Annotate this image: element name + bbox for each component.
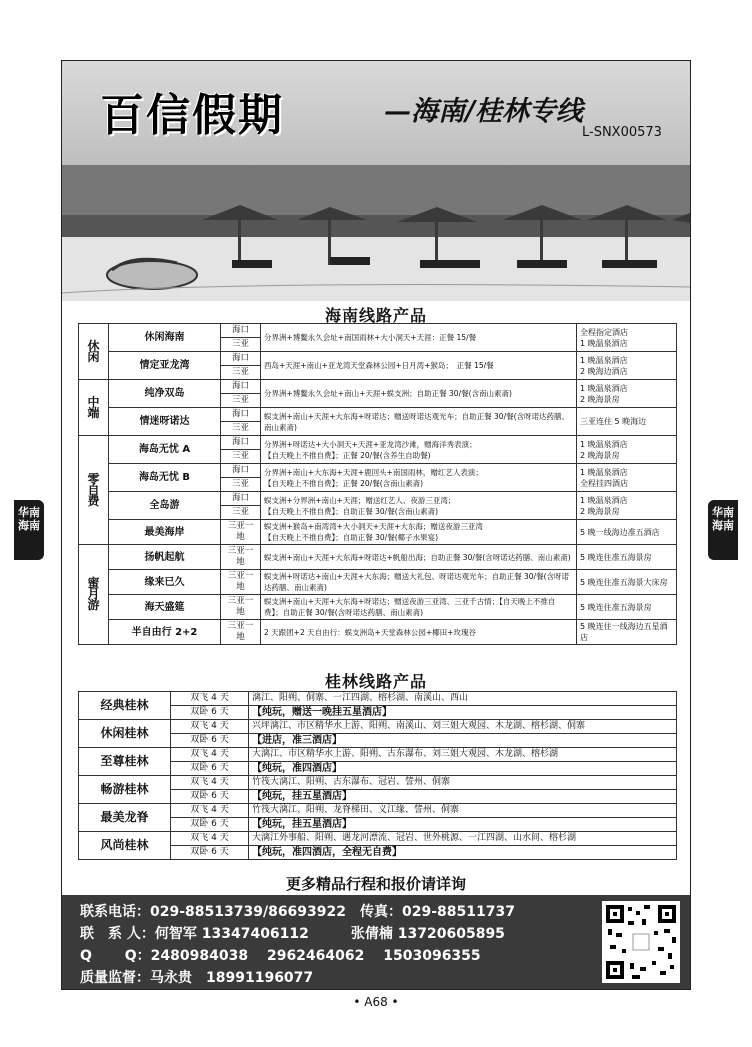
table-row — [79, 520, 677, 545]
hotel-cell: 5 晚连住准五海景房 — [577, 545, 677, 570]
hotel-cell: 5 晚连住准五海景大床房 — [577, 570, 677, 595]
city-cell: 三亚 — [221, 506, 261, 520]
route-cell: 分界洲+博鳌永久会址+南国雨林+大小洞天+天涯：正餐 15/餐 — [261, 324, 577, 352]
hotel-cell: 三亚连住 5 晚海边 — [577, 408, 677, 436]
product-name: 海岛无忧 A — [109, 436, 221, 464]
hainan-section-title: 海南线路产品 — [324, 306, 427, 325]
hotel-cell: 1 晚温泉酒店 全程挂四酒店 — [577, 464, 677, 492]
days-cell: 双飞 4 天 — [171, 692, 249, 706]
guilin-section-title: 桂林线路产品 — [324, 672, 427, 691]
days-cell: 双飞 4 天 — [171, 748, 249, 762]
table-row — [79, 492, 677, 506]
city-cell: 三亚一地 — [221, 620, 261, 645]
category-cell: 蜜月游 — [79, 545, 109, 645]
product-name: 半自由行 2+2 — [109, 620, 221, 645]
table-row — [79, 832, 677, 846]
product-name: 纯净双岛 — [109, 380, 221, 408]
city-cell: 三亚 — [221, 478, 261, 492]
more-info-heading: 更多精品行程和报价请详询 — [285, 875, 466, 893]
guilin-note: 【纯玩，挂五星酒店】 — [249, 818, 677, 832]
guilin-route: 漓江、阳朔、侗寨、一江四湖、榕杉湖、南溪山、西山 — [249, 692, 677, 706]
days-cell: 双卧 6 天 — [171, 706, 249, 720]
route-cell: 西岛+天涯+南山+亚龙湾天堂森林公园+日月湾+猴岛； 正餐 15/餐 — [261, 352, 577, 380]
qr-code[interactable] — [602, 901, 680, 983]
table-row — [79, 620, 677, 645]
days-cell: 双飞 4 天 — [171, 720, 249, 734]
product-name: 海岛无忧 B — [109, 464, 221, 492]
contact-qq: Q Q：2480984038 2962464062 1503096355 — [80, 948, 481, 964]
guilin-products-table — [78, 691, 677, 860]
route-cell: 蜈支洲+呀诺达+南山+天涯+大东海；赠送大礼包、呀诺达观光车；自助正餐 30/餐(含呀诺达药膳、南山素斋) — [261, 570, 577, 595]
route-cell: 蜈支洲+南山+天涯+大东海+呀诺达+帆船出海；自助正餐 30/餐(含呀诺达药膳、南山素斋) — [261, 545, 577, 570]
city-cell: 三亚 — [221, 366, 261, 380]
city-cell: 海口 — [221, 464, 261, 478]
contact-phone: 联系电话：029-88513739/86693922 传真：029-88511737 — [80, 904, 515, 920]
table-row — [79, 408, 677, 422]
guilin-product-name: 畅游桂林 — [79, 776, 171, 804]
table-row — [79, 545, 677, 570]
guilin-route: 竹筏大漓江、阳朔、龙脊梯田、义江缘、訾州、侗寨 — [249, 804, 677, 818]
guilin-product-name: 休闲桂林 — [79, 720, 171, 748]
city-cell: 三亚一地 — [221, 520, 261, 545]
city-cell: 三亚 — [221, 450, 261, 464]
product-code: L-SNX00573 — [582, 125, 662, 140]
contact-supervise: 质量监督：马永贵 18991196077 — [80, 970, 314, 986]
hotel-cell: 5 晚连住准五海景房 — [577, 595, 677, 620]
product-name: 缘来已久 — [109, 570, 221, 595]
route-cell: 蜈支洲+南山+天涯+大东海+呀诺达；赠送呀诺达观光车；自助正餐 30/餐(含呀诺达药膳、南山素斋) — [261, 408, 577, 436]
beach-illustration — [62, 165, 690, 301]
city-cell: 海口 — [221, 436, 261, 450]
hotel-cell: 1 晚温泉酒店 2 晚海景房 — [577, 436, 677, 464]
table-row — [79, 720, 677, 734]
city-cell: 三亚一地 — [221, 545, 261, 570]
guilin-note: 【纯玩，赠送一晚挂五星酒店】 — [249, 706, 677, 720]
days-cell: 双卧 6 天 — [171, 762, 249, 776]
route-cell: 分界洲+呀诺达+大小洞天+天涯+亚龙湾沙滩，赠海洋秀表演； 【自天晚上不推自费】；正餐 20/餐(含养生自助餐) — [261, 436, 577, 464]
side-tab-left: 华南海南 — [14, 500, 44, 560]
guilin-note: 【纯玩，挂五星酒店】 — [249, 790, 677, 804]
category-cell: 中端 — [79, 380, 109, 436]
contact-panel — [62, 895, 690, 990]
hotel-cell: 全程指定酒店 1 晚温泉酒店 — [577, 324, 677, 352]
product-name: 海天盛筵 — [109, 595, 221, 620]
city-cell: 三亚 — [221, 422, 261, 436]
category-cell: 休闲 — [79, 324, 109, 380]
days-cell: 双飞 4 天 — [171, 804, 249, 818]
subtitle: —海南/桂林专线 — [384, 96, 583, 127]
days-cell: 双卧 6 天 — [171, 790, 249, 804]
city-cell: 海口 — [221, 492, 261, 506]
category-cell: 零自费 — [79, 436, 109, 545]
side-tab-right: 华南海南 — [708, 500, 738, 560]
page-frame — [61, 60, 691, 990]
hotel-cell: 5 晚一线海边准五酒店 — [577, 520, 677, 545]
hotel-cell: 1 晚温泉酒店 2 晚海景房 — [577, 380, 677, 408]
table-row — [79, 692, 677, 706]
table-row — [79, 380, 677, 394]
table-row — [79, 464, 677, 478]
brand-logo: 百信假期 — [100, 90, 284, 141]
guilin-route: 兴坪漓江、市区精华水上游、阳朔、南溪山、刘三姐大观园、木龙湖、榕杉湖、侗寨 — [249, 720, 677, 734]
guilin-route: 大漓江外事船、阳朔、遇龙河漂流、冠岩、世外桃源、一江四湖、山水间、榕杉湖 — [249, 832, 677, 846]
table-row — [79, 595, 677, 620]
contact-person: 联 系 人：何智军 13347406112 张倩楠 13720605895 — [80, 926, 505, 942]
guilin-note: 【纯玩，准四酒店】 — [249, 762, 677, 776]
city-cell: 海口 — [221, 324, 261, 338]
guilin-product-name: 最美龙脊 — [79, 804, 171, 832]
beach-photo — [62, 165, 690, 301]
route-cell: 蜈支洲+分界洲+南山+天涯；赠送红艺人、夜游三亚湾； 【自天晚上不推自费】；自助正餐 30/餐(含南山素斋) — [261, 492, 577, 520]
hotel-cell: 1 晚温泉酒店 2 晚海边酒店 — [577, 352, 677, 380]
route-cell: 分界洲+博鳌永久会址+南山+天涯+蜈支洲；自助正餐 30/餐(含南山素斋) — [261, 380, 577, 408]
table-row — [79, 776, 677, 790]
city-cell: 三亚一地 — [221, 570, 261, 595]
city-cell: 三亚 — [221, 338, 261, 352]
guilin-note: 【进店，准三酒店】 — [249, 734, 677, 748]
table-row — [79, 324, 677, 338]
guilin-route: 竹筏大漓江、阳朔、古东瀑布、冠岩、訾州、侗寨 — [249, 776, 677, 790]
city-cell: 海口 — [221, 352, 261, 366]
page-number: • A68 • — [353, 995, 399, 1009]
table-row — [79, 352, 677, 366]
hotel-cell: 5 晚连住一线海边五星酒店 — [577, 620, 677, 645]
hotel-cell: 1 晚温泉酒店 2 晚海景房 — [577, 492, 677, 520]
table-row — [79, 748, 677, 762]
product-name: 扬帆起航 — [109, 545, 221, 570]
route-cell: 蜈支洲+猴岛+南湾湾+大小洞天+天涯+大东海；赠送夜游三亚湾 【自天晚上不推自费】；自助正餐 30/餐(椰子水果宴) — [261, 520, 577, 545]
guilin-product-name: 经典桂林 — [79, 692, 171, 720]
route-cell: 蜈支洲+南山+天涯+大东海+呀诺达；赠送夜游三亚湾、三亚千古情；【自天晚上不推自费】；自助正餐 30/餐(含呀诺达药膳、南山素斋) — [261, 595, 577, 620]
product-name: 全岛游 — [109, 492, 221, 520]
table-row — [79, 436, 677, 450]
guilin-product-name: 至尊桂林 — [79, 748, 171, 776]
table-row — [79, 570, 677, 595]
days-cell: 双卧 6 天 — [171, 734, 249, 748]
days-cell: 双卧 6 天 — [171, 846, 249, 860]
city-cell: 三亚一地 — [221, 595, 261, 620]
table-row — [79, 804, 677, 818]
product-name: 休闲海南 — [109, 324, 221, 352]
city-cell: 三亚 — [221, 394, 261, 408]
route-cell: 2 天跟团+2 天自由行：蜈支洲岛+天堂森林公园+椰田+玫瑰谷 — [261, 620, 577, 645]
city-cell: 海口 — [221, 408, 261, 422]
guilin-product-name: 风尚桂林 — [79, 832, 171, 860]
header — [62, 61, 690, 165]
route-cell: 分界洲+南山+大东海+天涯+鹿回头+南国雨林，赠红艺人表演； 【自天晚上不推自费】；正餐 20/餐(含南山素斋) — [261, 464, 577, 492]
guilin-route: 大漓江、市区精华水上游、阳朔、古东瀑布、刘三姐大观园、木龙湖、榕杉湖 — [249, 748, 677, 762]
product-name: 情迷呀诺达 — [109, 408, 221, 436]
product-name: 最美海岸 — [109, 520, 221, 545]
product-name: 情定亚龙湾 — [109, 352, 221, 380]
hainan-products-table — [78, 323, 677, 645]
city-cell: 海口 — [221, 380, 261, 394]
days-cell: 双飞 4 天 — [171, 832, 249, 846]
days-cell: 双飞 4 天 — [171, 776, 249, 790]
guilin-note: 【纯玩，准四酒店，全程无自费】 — [249, 846, 677, 860]
days-cell: 双卧 6 天 — [171, 818, 249, 832]
